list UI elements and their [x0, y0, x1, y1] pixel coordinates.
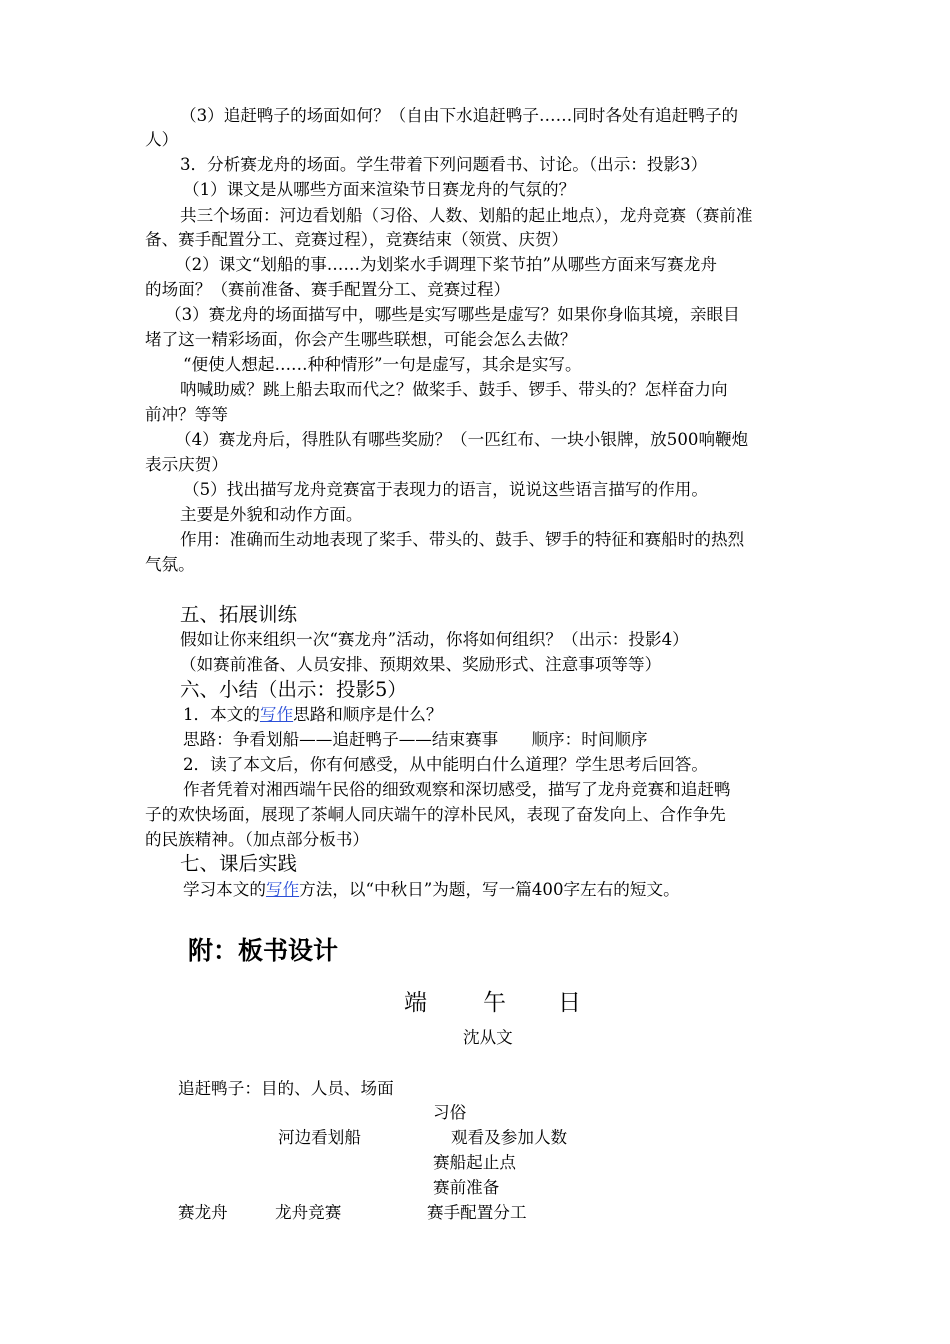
text-line: 共三个场面：河边看划船（习俗、人数、划船的起止地点），龙舟竞赛（赛前准 [180, 206, 753, 225]
board-item: 赛龙舟 [178, 1203, 228, 1222]
text-line: （5）找出描写龙舟竞赛富于表现力的语言，说说这些语言描写的作用。 [183, 480, 708, 499]
text-line: （1）课文是从哪些方面来渲染节日赛龙舟的气氛的？ [183, 180, 576, 199]
section-heading-extension: 五、拓展训练 [180, 603, 298, 626]
section-heading-practice: 七、课后实践 [180, 852, 298, 875]
writing-link[interactable]: 写作 [259, 705, 294, 724]
text-line: 作用：准确而生动地表现了桨手、带头的、鼓手、锣手的特征和赛船时的热烈 [180, 530, 745, 549]
text-line: “便使人想起……种种情形”一句是虚写，其余是实写。 [183, 355, 582, 374]
board-item: 追赶鸭子：目的、人员、场面 [178, 1079, 394, 1098]
text-line: 学习本文的写作方法，以“中秋日”为题，写一篇400字左右的短文。 [183, 880, 680, 899]
text-line: （如赛前准备、人员安排、预期效果、奖励形式、注意事项等等） [180, 655, 662, 674]
board-item: 龙舟竞赛 [275, 1203, 342, 1222]
text-line: 呐喊助威？跳上船去取而代之？做桨手、鼓手、锣手、带头的？怎样奋力向 [180, 380, 728, 399]
title-char: 午 [483, 990, 506, 1016]
writing-link[interactable]: 写作 [265, 880, 300, 899]
text-line: 气氛。 [145, 555, 195, 574]
board-item: 赛前准备 [433, 1178, 500, 1197]
text-line: 2．读了本文后，你有何感受，从中能明白什么道理？学生思考后回答。 [183, 755, 708, 774]
text-line: 3．分析赛龙舟的场面。学生带着下列问题看书、讨论。（出示：投影3） [180, 155, 708, 174]
board-item: 习俗 [433, 1103, 467, 1122]
title-char: 端 [404, 990, 427, 1016]
author: 沈从文 [463, 1028, 513, 1047]
title-char: 日 [558, 990, 581, 1016]
board-item: 河边看划船 [278, 1128, 361, 1147]
board-design-heading: 附：板书设计 [188, 936, 339, 965]
text-line: 表示庆贺） [145, 455, 228, 474]
text-line: 作者凭着对湘西端午民俗的细致观察和深切感受，描写了龙舟竞赛和追赶鸭 [183, 780, 731, 799]
text-line: 子的欢快场面，展现了茶峒人同庆端午的淳朴民风，表现了奋发向上、合作争先 [145, 805, 726, 824]
text-line: 的场面？（赛前准备、赛手配置分工、竞赛过程） [145, 280, 511, 299]
text-line: （3）赛龙舟的场面描写中，哪些是实写哪些是虚写？如果你身临其境，亲眼目 [165, 305, 740, 324]
text-line: 堵了这一精彩场面，你会产生哪些联想，可能会怎么去做？ [145, 330, 577, 349]
text-line: （3）追赶鸭子的场面如何？（自由下水追赶鸭子……同时各处有追赶鸭子的 [180, 106, 739, 125]
section-heading-summary: 六、小结（出示：投影5） [180, 678, 407, 701]
text-line: 思路：争看划船——追赶鸭子——结束赛事 顺序：时间顺序 [183, 730, 648, 749]
board-title [400, 986, 590, 1020]
text-line: 假如让你来组织一次“赛龙舟”活动，你将如何组织？（出示：投影4） [180, 630, 689, 649]
text-line: 备、赛手配置分工、竞赛过程），竞赛结束（领赏、庆贺） [145, 230, 569, 249]
board-item: 赛船起止点 [433, 1153, 516, 1172]
text-line: 1．本文的写作思路和顺序是什么？ [183, 705, 443, 724]
text-line: （2）课文“划船的事……为划桨水手调理下桨节拍”从哪些方面来写赛龙舟 [175, 255, 717, 274]
text-line: 主要是外貌和动作方面。 [180, 505, 363, 524]
board-item: 观看及参加人数 [451, 1128, 568, 1147]
text-line: 人） [145, 130, 179, 149]
text-line: 前冲？等等 [145, 405, 228, 424]
board-item: 赛手配置分工 [427, 1203, 527, 1222]
text-line: （4）赛龙舟后，得胜队有哪些奖励？（一匹红布、一块小银牌，放500响鞭炮 [175, 430, 749, 449]
text-line: 的民族精神。（加点部分板书） [145, 830, 370, 849]
